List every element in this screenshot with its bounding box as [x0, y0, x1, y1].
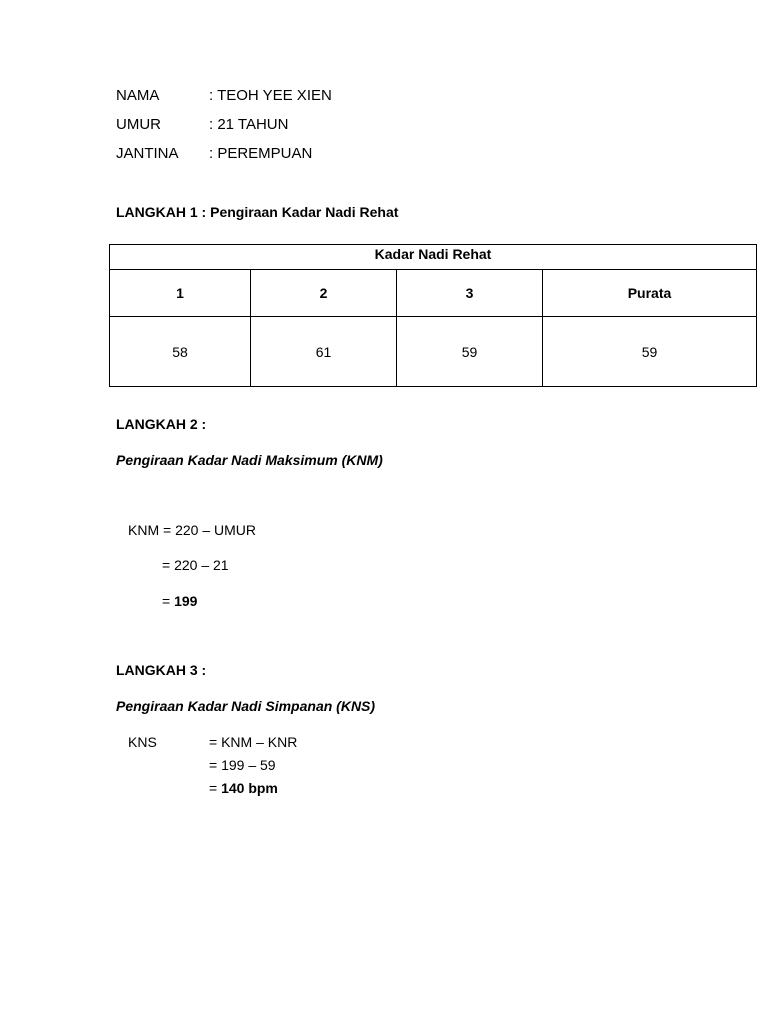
knm-substitution: = 220 – 21: [162, 557, 229, 573]
nama-label: NAMA: [116, 87, 160, 104]
kns-label: KNS: [128, 734, 157, 750]
table-header-3: 3: [397, 270, 543, 317]
kns-substitution: = 199 – 59: [209, 757, 276, 773]
table-value-2: 61: [251, 317, 397, 387]
jantina-label: JANTINA: [116, 145, 179, 162]
resting-pulse-table: [109, 244, 757, 387]
knm-result-line: [162, 593, 197, 609]
kns-result-line: [209, 780, 278, 796]
knm-result: 199: [174, 593, 198, 609]
table-value-purata: 59: [543, 317, 757, 387]
umur-label: UMUR: [116, 116, 161, 133]
knm-formula: KNM = 220 – UMUR: [128, 522, 256, 538]
kns-result: 140 bpm: [221, 780, 278, 796]
table-header-purata: Purata: [543, 270, 757, 317]
table-value-1: 58: [110, 317, 251, 387]
step1-heading: LANGKAH 1 : Pengiraan Kadar Nadi Rehat: [116, 204, 399, 220]
table-header-2: 2: [251, 270, 397, 317]
kns-formula: = KNM – KNR: [209, 734, 298, 750]
step2-heading: LANGKAH 2 :: [116, 416, 207, 432]
table-header-1: 1: [110, 270, 251, 317]
knm-result-prefix: =: [162, 593, 175, 609]
table-value-3: 59: [397, 317, 543, 387]
step2-subheading: Pengiraan Kadar Nadi Maksimum (KNM): [116, 452, 383, 468]
step3-heading: LANGKAH 3 :: [116, 662, 207, 678]
step3-subheading: Pengiraan Kadar Nadi Simpanan (KNS): [116, 698, 376, 714]
nama-value: : TEOH YEE XIEN: [209, 87, 332, 104]
umur-value: : 21 TAHUN: [209, 116, 289, 133]
jantina-value: : PEREMPUAN: [209, 145, 313, 162]
table-title: Kadar Nadi Rehat: [110, 245, 757, 270]
kns-result-prefix: =: [209, 780, 222, 796]
